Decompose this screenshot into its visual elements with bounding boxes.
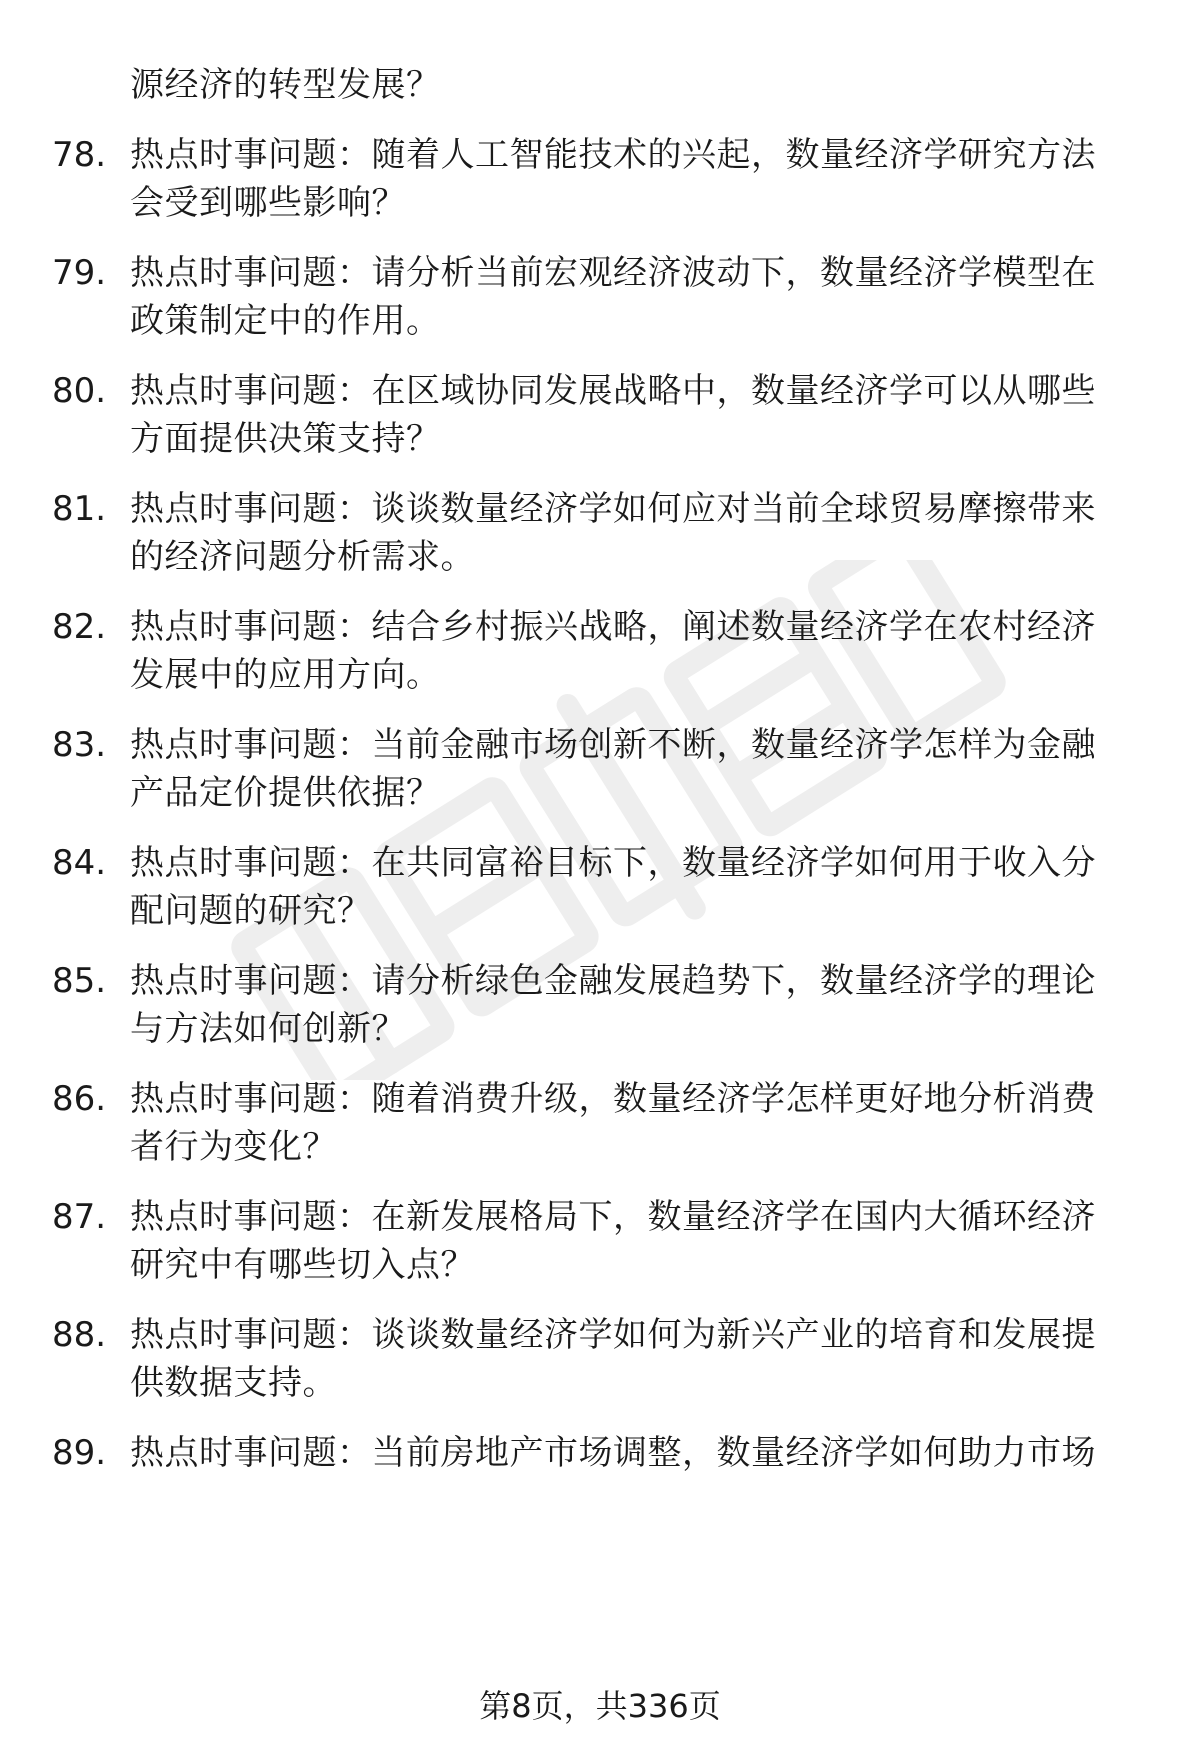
- list-item: [0, 130, 1200, 240]
- continued-text: 源经济的转型发展？: [130, 65, 441, 105]
- item-text-line: 会受到哪些影响？: [130, 183, 406, 223]
- item-number: 83.: [52, 725, 107, 765]
- item-text-line: 热点时事问题：谈谈数量经济学如何应对当前全球贸易摩擦带来: [130, 489, 1096, 529]
- item-text-line: 研究中有哪些切入点？: [130, 1245, 475, 1285]
- page-number: 第8页，共336页: [479, 1687, 721, 1725]
- item-text-line: 热点时事问题：随着人工智能技术的兴起，数量经济学研究方法: [130, 135, 1096, 175]
- list-item: [0, 1192, 1200, 1302]
- item-text-line: 热点时事问题：当前房地产市场调整，数量经济学如何助力市场: [130, 1433, 1096, 1473]
- item-number: 80.: [52, 371, 107, 411]
- item-text-line: 产品定价提供依据？: [130, 773, 441, 813]
- item-text-line: 热点时事问题：结合乡村振兴战略，阐述数量经济学在农村经济: [130, 607, 1096, 647]
- item-text-line: 供数据支持。: [130, 1363, 337, 1403]
- list-item: [0, 602, 1200, 712]
- item-number: 85.: [52, 961, 107, 1001]
- list-item: [0, 1310, 1200, 1420]
- item-text-line: 热点时事问题：请分析绿色金融发展趋势下，数量经济学的理论: [130, 961, 1096, 1001]
- item-number: 79.: [52, 253, 107, 293]
- item-text-line: 与方法如何创新？: [130, 1009, 406, 1049]
- item-number: 89.: [52, 1433, 107, 1473]
- item-number: 82.: [52, 607, 107, 647]
- item-text-line: 热点时事问题：当前金融市场创新不断，数量经济学怎样为金融: [130, 725, 1096, 765]
- list-item: [0, 248, 1200, 358]
- item-number: 78.: [52, 135, 107, 175]
- list-item: [0, 484, 1200, 594]
- item-number: 84.: [52, 843, 107, 883]
- item-text-line: 者行为变化？: [130, 1127, 337, 1167]
- item-text-line: 方面提供决策支持？: [130, 419, 441, 459]
- item-number: 88.: [52, 1315, 107, 1355]
- item-text-line: 政策制定中的作用。: [130, 301, 441, 341]
- item-text-line: 的经济问题分析需求。: [130, 537, 475, 577]
- item-text-line: 发展中的应用方向。: [130, 655, 441, 695]
- item-number: 81.: [52, 489, 107, 529]
- list-item: [0, 1428, 1200, 1538]
- item-text-line: 热点时事问题：谈谈数量经济学如何为新兴产业的培育和发展提: [130, 1315, 1096, 1355]
- item-text-line: 热点时事问题：在共同富裕目标下，数量经济学如何用于收入分: [130, 843, 1096, 883]
- item-number: 86.: [52, 1079, 107, 1119]
- list-item: [0, 720, 1200, 830]
- item-text-line: 热点时事问题：在区域协同发展战略中，数量经济学可以从哪些: [130, 371, 1096, 411]
- item-text-line: 热点时事问题：请分析当前宏观经济波动下，数量经济学模型在: [130, 253, 1096, 293]
- list-item: [0, 956, 1200, 1066]
- list-item: [0, 838, 1200, 948]
- item-text-line: 配问题的研究？: [130, 891, 372, 931]
- list-item: [0, 366, 1200, 476]
- item-text-line: 热点时事问题：在新发展格局下，数量经济学在国内大循环经济: [130, 1197, 1096, 1237]
- item-number: 87.: [52, 1197, 107, 1237]
- list-item: [0, 1074, 1200, 1184]
- item-text-line: 热点时事问题：随着消费升级，数量经济学怎样更好地分析消费: [130, 1079, 1096, 1119]
